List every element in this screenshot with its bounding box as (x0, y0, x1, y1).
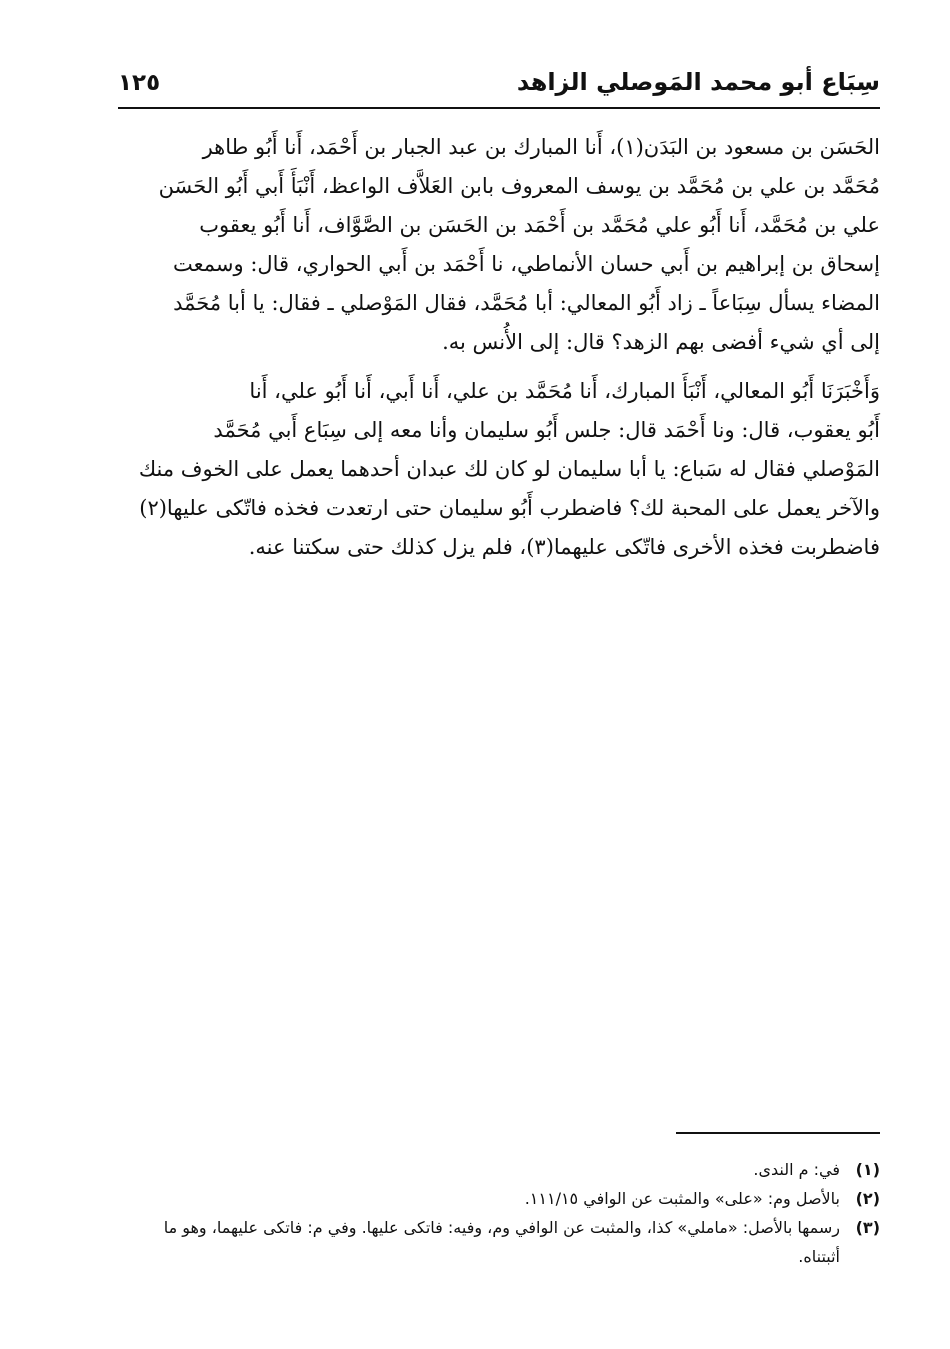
footnote-text: رسمها بالأصل: «ماملي» كذا، والمثبت عن الوافي وم، وفيه: فاتكى عليها. وفي م: فاتكى عليهما، وهو ما أثبتناه. (163, 1218, 840, 1266)
text-line: مُحَمَّد بن علي بن مُحَمَّد بن يوسف المعروف بابن العَلاَّف الواعظ، أَنْبَأَ أَبي أَبُو الحَسَن (158, 174, 880, 198)
paragraph-1 (118, 128, 880, 362)
header-title: سِبَاع أبو محمد المَوصلي الزاهد (516, 68, 880, 96)
footnote-number: (٣) (855, 1218, 880, 1237)
page-number: ١٢٥ (118, 70, 161, 96)
text-line: إلى أي شيء أفضى بهم الزهد؟ قال: إلى الأُنس به. (442, 330, 880, 354)
footnote (118, 1184, 880, 1213)
text-line: الحَسَن بن مسعود بن البَدَن(١)، أَنا المبارك بن عبد الجبار بن أَحْمَد، أَنا أَبُو طاهر (202, 135, 880, 159)
text-line: أَبُو يعقوب، قال: ونا أَحْمَد قال: جلس أَبُو سليمان وأنا معه إلى سِبَاع أَبي مُحَمَّد (213, 418, 880, 442)
footnote-number: (٢) (855, 1189, 880, 1208)
text-line: وَأَخْبَرَنَا أَبُو المعالي، أَنْبَأَ المبارك، أَنا مُحَمَّد بن علي، أَنا أَبي، أَنا أَبُو علي، أَنا (249, 379, 880, 403)
text-line: فاضطربت فخذه الأخرى فاتّكى عليهما(٣)، فلم يزل كذلك حتى سكتنا عنه. (248, 535, 880, 559)
footnote-text: بالأصل وم: «على» والمثبت عن الوافي ١١١/١٥. (524, 1189, 840, 1208)
paragraph-2 (118, 372, 880, 567)
text-line: المَوْصلي فقال له سَباع: يا أبا سليمان لو كان لك عبدان أحدهما يعمل على الخوف منك (138, 457, 880, 481)
footnotes (118, 1155, 880, 1271)
footnote-text: في: م الندى. (753, 1160, 840, 1179)
header-rule (118, 107, 880, 109)
running-header (118, 66, 880, 106)
text-line: علي بن مُحَمَّد، أَنا أَبُو علي مُحَمَّد بن أَحْمَد بن الحَسَن بن الصَّوَّاف، أَنا أَبُو يعقوب (199, 213, 880, 237)
text-line: المضاء يسأل سِبَاعاً ـ زاد أَبُو المعالي: أبا مُحَمَّد، فقال المَوْصلي ـ فقال: يا أبا مُحَمَّد (173, 291, 880, 315)
text-line: إسحاق بن إبراهيم بن أَبي حسان الأنماطي، نا أَحْمَد بن أَبي الحواري، قال: وسمعت (173, 252, 880, 276)
footnote-number: (١) (855, 1160, 880, 1179)
footnote (118, 1213, 880, 1271)
text-line: والآخر يعمل على المحبة لك؟ فاضطرب أَبُو سليمان حتى ارتعدت فخذه فاتّكى عليها(٢) (139, 496, 880, 520)
main-text (118, 128, 880, 575)
footnote-rule (676, 1132, 880, 1134)
footnote (118, 1155, 880, 1184)
